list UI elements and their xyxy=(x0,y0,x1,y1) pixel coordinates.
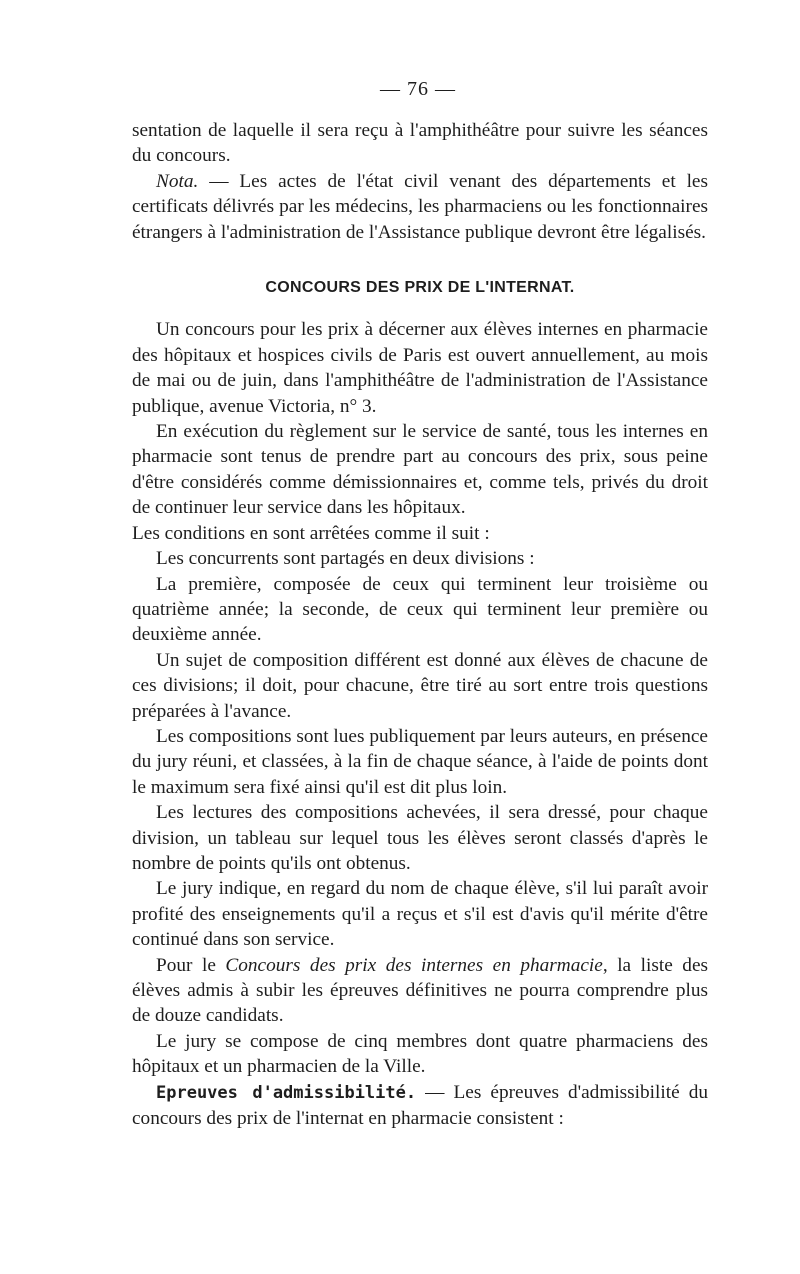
nota-text: — Les actes de l'état civil venant des départements et les certificats délivrés par les médecins, les pharmaciens ou les fonctionnaires étrangers à l'administration de l'Assistance publique devront être légalisés. xyxy=(132,170,708,243)
paragraph-conditions: Les conditions en sont arrêtées comme il suit : xyxy=(132,522,490,544)
paragraph-premiere: La première, composée de ceux qui terminent leur troisième ou quatrième année; la seconde, de ceux qui terminent leur première ou deuxième année. xyxy=(132,573,708,646)
page-body xyxy=(132,118,708,1131)
section-heading: CONCOURS DES PRIX DE L'INTERNAT. xyxy=(265,279,575,297)
nota-paragraph xyxy=(132,169,708,245)
paragraph-avis-jury: Le jury indique, en regard du nom de chaque élève, s'il lui paraît avoir profité des enseignements qu'il a reçus et s'il est d'avis qu'il mérite d'être continué dans son service. xyxy=(132,878,708,951)
paragraph-lectures-publiques: Les compositions sont lues publiquement par leurs auteurs, en présence du jury réuni, et classées, à la fin de chaque séance, à l'aide de points dont le maximum sera fixé ainsi qu'il est dit plus loin. xyxy=(132,725,708,798)
pour-le-italic: Concours des prix des internes en pharmacie xyxy=(225,954,603,976)
paragraph-jury-composition: Le jury se compose de cinq membres dont quatre pharmaciens des hôpitaux et un pharmacien de la Ville. xyxy=(132,1030,708,1078)
paragraph-ouverture: Un concours pour les prix à décerner aux élèves internes en pharmacie des hôpitaux et hospices civils de Paris est ouvert annuellement, au mois de mai ou de juin, dans l'amphithéâtre de l'administration de l'Assistance publique, avenue Victoria, n° 3. xyxy=(132,319,708,417)
nota-label: Nota. xyxy=(156,170,199,192)
paragraph-divisions: Les concurrents sont partagés en deux divisions : xyxy=(156,548,535,570)
paragraph-tableau: Les lectures des compositions achevées, il sera dressé, pour chaque division, un tableau sur lequel tous les élèves seront classés d'après le nombre de points qu'ils ont obtenus. xyxy=(132,802,708,874)
epreuves-text: — Les épreuves d'admissibilité du concours des prix de l'internat en pharmacie consistent : xyxy=(132,1081,709,1130)
paragraph-sujet: Un sujet de composition différent est donné aux élèves de chacune de ces divisions; il doit, pour chacune, être tiré au sort entre trois questions préparées à l'avance. xyxy=(132,649,708,722)
paragraph-execution: En exécution du règlement sur le service de santé, tous les internes en pharmacie sont tenus de prendre part au concours des prix, sous peine d'être considérés comme démissionnaires et, comme tels, privés du droit de continuer leur service dans les hôpitaux. xyxy=(132,421,708,519)
epreuves-label: Epreuves d'admissibilité. xyxy=(156,1082,417,1103)
pour-le-after: , la liste des élèves admis à subir les épreuves définitives ne pourra comprendre plus de douze candidats. xyxy=(132,954,709,1027)
paragraph-pour-le-concours xyxy=(132,953,708,1029)
continuation-paragraph: sentation de laquelle il sera reçu à l'amphithéâtre pour suivre les séances du concours. xyxy=(132,120,708,167)
paragraph-epreuves xyxy=(132,1080,708,1132)
page-number: — 76 — xyxy=(380,78,456,100)
pour-le-before: Pour le xyxy=(156,954,226,976)
